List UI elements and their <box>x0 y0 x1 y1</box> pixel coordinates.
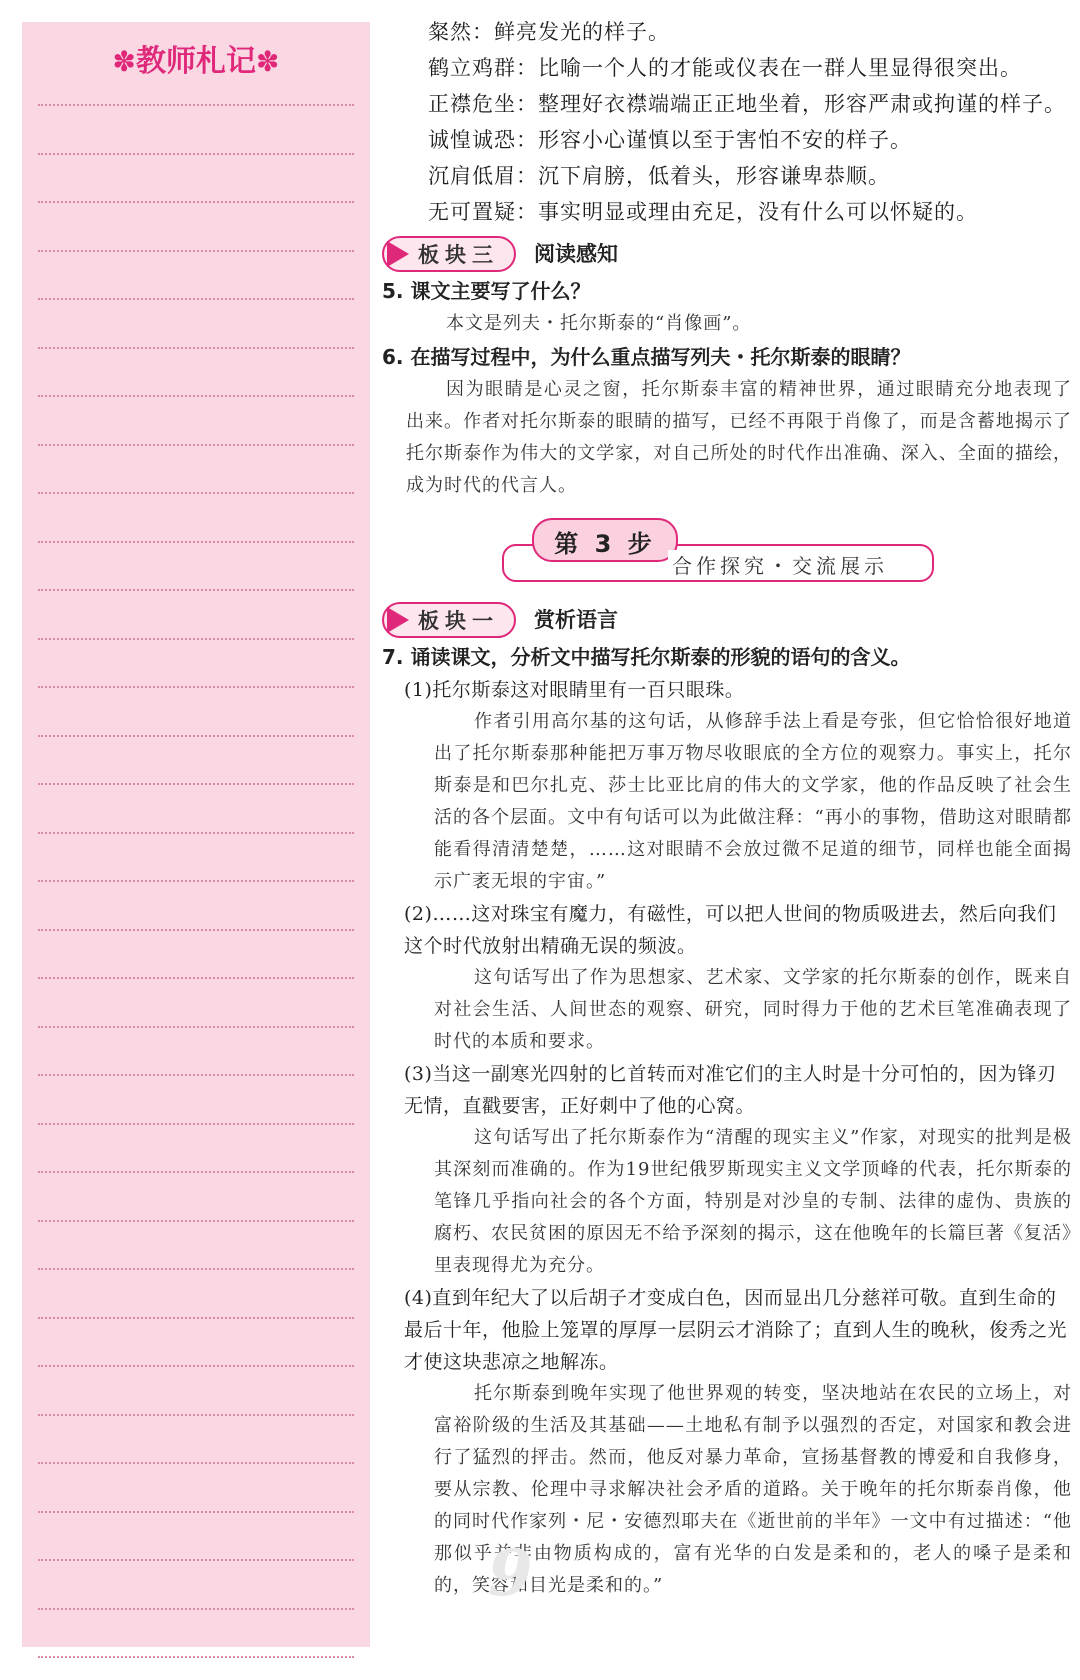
teacher-notes-panel <box>22 22 370 1647</box>
page-number: 9 <box>488 1536 533 1611</box>
step-pill <box>532 518 678 562</box>
sub-question: (1)托尔斯泰这对眼睛里有一百只眼珠。 <box>404 679 745 701</box>
definition-line: 粲然：鲜亮发光的样子。 <box>428 20 670 44</box>
definition-line: 鹤立鸡群：比喻一个人的才能或仪表在一群人里显得很突出。 <box>428 56 1022 80</box>
note-line <box>38 347 354 349</box>
answer-6: 因为眼睛是心灵之窗，托尔斯泰丰富的精神世界，通过眼睛充分地表现了出来。作者对托尔斯泰的眼睛的描写，已经不再限于肖像了，而是含蓄地揭示了托尔斯泰作为伟大的文学家，对自己所处的时代作出准确、深入、全面的描绘，成为时代的代言人。 <box>406 379 1072 496</box>
sub-answer: 这句话写出了作为思想家、艺术家、文学家的托尔斯泰的创作，既来自对社会生活、人间世态的观察、研究，同时得力于他的艺术巨笔准确表现了时代的本质和要求。 <box>434 967 1072 1052</box>
note-line <box>38 1365 354 1367</box>
answer-5: 本文是列夫・托尔斯泰的“肖像画”。 <box>446 313 752 334</box>
note-line <box>38 298 354 300</box>
note-line <box>38 880 354 882</box>
note-line <box>38 589 354 591</box>
definition-line: 无可置疑：事实明显或理由充足，没有什么可以怀疑的。 <box>428 200 978 224</box>
note-line <box>38 104 354 106</box>
section-header-1 <box>382 600 1072 640</box>
note-line <box>38 492 354 494</box>
note-line <box>38 929 354 931</box>
sub-question: (2)……这对珠宝有魔力，有磁性，可以把人世间的物质吸进去，然后向我们这个时代放射出精确无误的频波。 <box>404 903 1057 957</box>
definition-line: 正襟危坐：整理好衣襟端端正正地坐着，形容严肃或拘谨的样子。 <box>428 92 1066 116</box>
notes-title <box>22 36 370 80</box>
note-line <box>38 1123 354 1125</box>
note-line <box>38 201 354 203</box>
note-line <box>38 832 354 834</box>
question-7: 7. 诵读课文，分析文中描写托尔斯泰的形貌的语句的含义。 <box>382 645 911 669</box>
note-line <box>38 1608 354 1610</box>
sub-answer: 这句话写出了托尔斯泰作为“清醒的现实主义”作家，对现实的批判是极其深刻而准确的。作为19世纪俄罗斯现实主义文学顶峰的代表，托尔斯泰的笔锋几乎指向社会的各个方面，特别是对沙皇的专制、法律的虚伪、贵族的腐朽、农民贫困的原因无不给予深刻的揭示，这在他晚年的长篇巨著《复活》里表现得尤为充分。 <box>434 1127 1072 1276</box>
note-line <box>38 1268 354 1270</box>
sub-answer: 托尔斯泰到晚年实现了他世界观的转变，坚决地站在农民的立场上，对富裕阶级的生活及其基础——土地私有制予以强烈的否定，对国家和教会进行了猛烈的抨击。然而，他反对暴力革命，宣扬基督教的博爱和自我修身，要从宗教、伦理中寻求解决社会矛盾的道路。关于晚年的托尔斯泰肖像，他的同时代作家列・尼・安德烈耶夫在《逝世前的半年》一文中有过描述：“他那似乎并非由物质构成的，富有光华的白发是柔和的，老人的嗓子是柔和的，笑容和目光是柔和的。” <box>434 1383 1072 1596</box>
note-line <box>38 1026 354 1028</box>
flower-icon: ✽ <box>256 45 280 78</box>
note-line <box>38 1317 354 1319</box>
note-line <box>38 395 354 397</box>
step-banner <box>382 510 1072 594</box>
note-line <box>38 1171 354 1173</box>
section-title: 赏析语言 <box>534 608 618 632</box>
main-content <box>382 14 1072 1602</box>
question-6: 6. 在描写过程中，为什么重点描写列夫・托尔斯泰的眼睛？ <box>382 345 911 369</box>
note-line <box>38 1511 354 1513</box>
note-line <box>38 250 354 252</box>
note-line <box>38 638 354 640</box>
play-triangle-icon <box>387 607 409 633</box>
note-line <box>38 1656 354 1658</box>
note-line <box>38 1074 354 1076</box>
definition-line: 诚惶诚恐：形容小心谨慎以至于害怕不安的样子。 <box>428 128 912 152</box>
section-title: 阅读感知 <box>534 242 618 266</box>
notes-title-text: 教师札记 <box>136 44 256 79</box>
question-5: 5. 课文主要写了什么？ <box>382 279 591 303</box>
note-line <box>38 686 354 688</box>
note-line <box>38 1414 354 1416</box>
play-triangle-icon <box>387 241 409 267</box>
flower-icon: ✽ <box>112 45 136 78</box>
section-tag-label: 板块三 <box>418 243 499 267</box>
note-line <box>38 783 354 785</box>
note-line <box>38 153 354 155</box>
sub-answer: 作者引用高尔基的这句话，从修辞手法上看是夸张，但它恰恰很好地道出了托尔斯泰那种能把万事万物尽收眼底的全方位的观察力。事实上，托尔斯泰是和巴尔扎克、莎士比亚比肩的伟大的文学家，他的作品反映了社会生活的各个层面。文中有句话可以为此做注释：“再小的事物，借助这对眼睛都能看得清清楚楚，……这对眼睛不会放过微不足道的细节，同样也能全面揭示广袤无垠的宇宙。” <box>434 711 1072 892</box>
note-line <box>38 1462 354 1464</box>
note-line <box>38 444 354 446</box>
note-line <box>38 735 354 737</box>
section-tag <box>382 236 516 272</box>
section-tag <box>382 602 516 638</box>
sub-question: (3)当这一副寒光四射的匕首转而对准它们的主人时是十分可怕的，因为锋刃无情，直戳要害，正好刺中了他的心窝。 <box>404 1063 1057 1117</box>
section-tag-label: 板块一 <box>418 609 499 633</box>
section-header-3 <box>382 234 1072 274</box>
note-line <box>38 541 354 543</box>
step-subtitle: 合作探究・交流展示 <box>668 550 892 579</box>
note-line <box>38 977 354 979</box>
definition-line: 沉肩低眉：沉下肩膀，低着头，形容谦卑恭顺。 <box>428 164 890 188</box>
note-line <box>38 1559 354 1561</box>
step-label: 第 3 步 <box>554 530 656 558</box>
note-line <box>38 1220 354 1222</box>
sub-question: (4)直到年纪大了以后胡子才变成白色，因而显出几分慈祥可敬。直到生命的最后十年，他脸上笼罩的厚厚一层阴云才消除了；直到人生的晚秋，俊秀之光才使这块悲凉之地解冻。 <box>404 1287 1068 1373</box>
